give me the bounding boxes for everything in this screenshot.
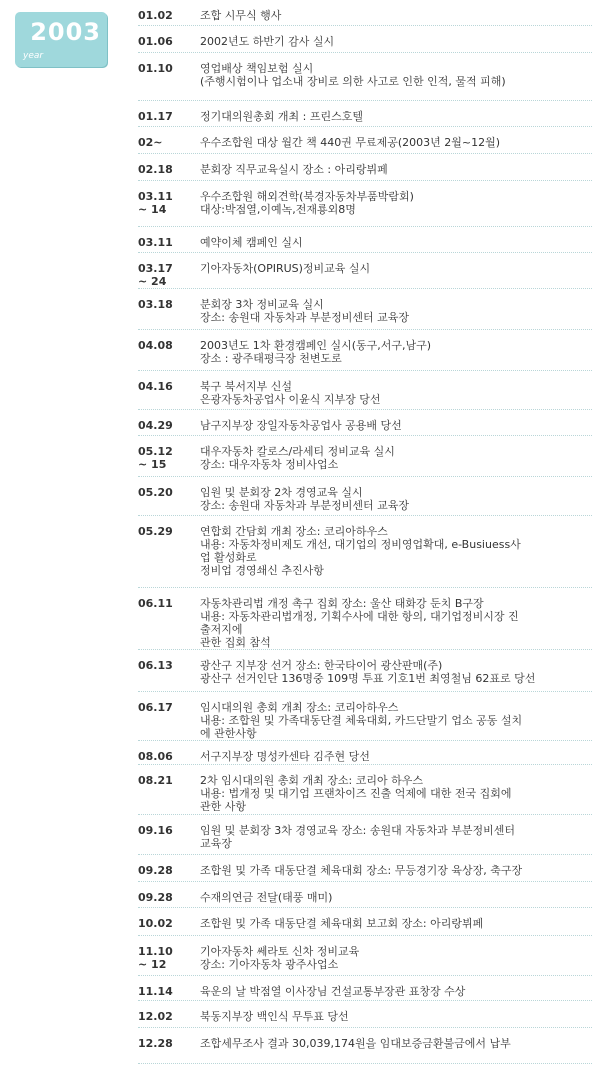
event-date: 03.11: [138, 236, 173, 249]
event-text: 기아자동차 쎄라토 신차 정비교육 장소: 기아자동차 광주사업소: [200, 945, 360, 971]
event-row: [138, 1001, 592, 1028]
event-row: [138, 692, 592, 741]
event-row: [138, 650, 592, 692]
event-row: [138, 253, 592, 289]
event-text: 분회장 직무교육실시 장소 : 아리랑뷔페: [200, 163, 388, 176]
year-number: 2003: [30, 18, 101, 46]
event-text: 육운의 날 박점열 이사장님 건설교통부장관 표창장 수상: [200, 985, 466, 998]
event-date: 03.18: [138, 298, 173, 311]
event-text: 서구지부장 명성카센타 김주현 당선: [200, 750, 370, 763]
year-word: year: [23, 51, 44, 61]
event-date: 02.18: [138, 163, 173, 176]
event-row: [138, 127, 592, 154]
event-text: 우수조합원 해외견학(북경자동차부품박람회) 대상:박점열,이예녹,전재룡외8명: [200, 190, 414, 216]
event-text: 임원 및 분회장 2차 경영교육 실시 장소: 송원대 자동차과 부분정비센터 교육장: [200, 486, 409, 512]
event-row: [138, 436, 592, 477]
event-row: [138, 371, 592, 410]
event-text: 북구 북서지부 신설 은광자동차공업사 이윤식 지부장 당선: [200, 380, 381, 406]
event-date: 01.10: [138, 62, 173, 75]
event-text: 분회장 3차 정비교육 실시 장소: 송원대 자동차과 부분정비센터 교육장: [200, 298, 409, 324]
event-date: 05.12 ~ 15: [138, 445, 173, 471]
event-text: 2차 임시대의원 총회 개최 장소: 코리아 하우스 내용: 법개정 및 대기업 프랜차이즈 진출 억제에 대한 전국 집회에 관한 사항: [200, 774, 512, 813]
event-text: 임시대의원 총회 개최 장소: 코리아하우스 내용: 조합원 및 가족대동단결 체육대회, 카드단말기 업소 공동 설치 에 관한사항: [200, 701, 523, 740]
event-row: [138, 741, 592, 765]
event-date: 01.17: [138, 110, 173, 123]
event-row: [138, 882, 592, 908]
event-date: 12.02: [138, 1010, 173, 1023]
event-text: 영업배상 책임보험 실시 (주행시험이나 업소내 장비로 의한 사고로 인한 인적, 물적 피해): [200, 62, 506, 88]
event-row: [138, 227, 592, 253]
event-text: 우수조합원 대상 월간 책 440권 무료제공(2003년 2월~12월): [200, 136, 501, 149]
event-text: 광산구 지부장 선거 장소: 한국타이어 광산판매(주) 광산구 선거인단 136명중 109명 투표 기호1번 최영철님 62표로 당선: [200, 659, 536, 685]
event-row: [138, 53, 592, 101]
event-text: 기아자동차(OPIRUS)정비교육 실시: [200, 262, 371, 275]
event-text: 2002년도 하반기 감사 실시: [200, 35, 335, 48]
event-row: [138, 765, 592, 815]
event-text: 연합회 간담회 개최 장소: 코리아하우스 내용: 자동차정비제도 개선, 대기업의 정비영업확대, e-Busiuess사 업 활성화로 정비업 경영쇄신 추진사항: [200, 525, 521, 577]
event-row: [138, 154, 592, 181]
event-date: 06.13: [138, 659, 173, 672]
event-row: [138, 101, 592, 127]
event-date: 08.06: [138, 750, 173, 763]
event-text: 북동지부장 백인식 무투표 당선: [200, 1010, 349, 1023]
event-row: [138, 330, 592, 371]
event-text: 조합원 및 가족 대동단결 체육대회 보고회 장소: 아리랑뷔페: [200, 917, 484, 930]
event-row: [138, 936, 592, 976]
event-date: 03.17 ~ 24: [138, 262, 173, 288]
event-date: 09.16: [138, 824, 173, 837]
event-date: 04.29: [138, 419, 173, 432]
event-row: [138, 26, 592, 53]
event-date: 08.21: [138, 774, 173, 787]
event-date: 04.08: [138, 339, 173, 352]
event-text: 남구지부장 장일자동차공업사 공용배 당선: [200, 419, 402, 432]
event-text: 조합 시무식 행사: [200, 9, 282, 22]
event-row: [138, 516, 592, 588]
event-date: 12.28: [138, 1037, 173, 1050]
event-text: 2003년도 1차 환경캠페인 실시(동구,서구,남구) 장소 : 광주태평극장 천변도로: [200, 339, 432, 365]
event-row: [138, 855, 592, 882]
event-date: 03.11 ~ 14: [138, 190, 173, 216]
event-date: 01.06: [138, 35, 173, 48]
event-date: 09.28: [138, 891, 173, 904]
event-date: 06.11: [138, 597, 173, 610]
event-text: 조합세무조사 결과 30,039,174원을 임대보증금환불금에서 납부: [200, 1037, 511, 1050]
event-row: [138, 410, 592, 436]
event-date: 04.16: [138, 380, 173, 393]
event-row: [138, 1028, 592, 1064]
event-row: [138, 815, 592, 855]
event-row: [138, 0, 592, 26]
event-row: [138, 181, 592, 227]
event-date: 05.20: [138, 486, 173, 499]
event-text: 조합원 및 가족 대동단결 체육대회 장소: 무등경기장 육상장, 축구장: [200, 864, 523, 877]
event-date: 11.10 ~ 12: [138, 945, 173, 971]
event-list: [138, 0, 592, 1064]
event-row: [138, 289, 592, 330]
event-date: 05.29: [138, 525, 173, 538]
event-row: [138, 588, 592, 650]
event-date: 09.28: [138, 864, 173, 877]
event-date: 11.14: [138, 985, 173, 998]
event-text: 자동차관리법 개정 촉구 집회 장소: 울산 태화강 둔치 B구장 내용: 자동차관리법개정, 기획수사에 대한 항의, 대기업정비시장 진 출저지에 관한 집회 참석: [200, 597, 519, 649]
year-badge: [15, 12, 107, 67]
event-row: [138, 477, 592, 516]
event-date: 01.02: [138, 9, 173, 22]
event-row: [138, 976, 592, 1001]
event-text: 수재의연금 전달(태풍 매미): [200, 891, 333, 904]
event-text: 대우자동차 칼로스/라세티 정비교육 실시 장소: 대우자동차 정비사업소: [200, 445, 395, 471]
event-text: 임원 및 분회장 3차 경영교육 장소: 송원대 자동차과 부분정비센터 교육장: [200, 824, 515, 850]
event-text: 정기대의원총회 개최 : 프린스호텔: [200, 110, 363, 123]
event-date: 02~: [138, 136, 163, 149]
event-date: 06.17: [138, 701, 173, 714]
event-row: [138, 908, 592, 936]
event-date: 10.02: [138, 917, 173, 930]
event-text: 예약이체 캠페인 실시: [200, 236, 303, 249]
